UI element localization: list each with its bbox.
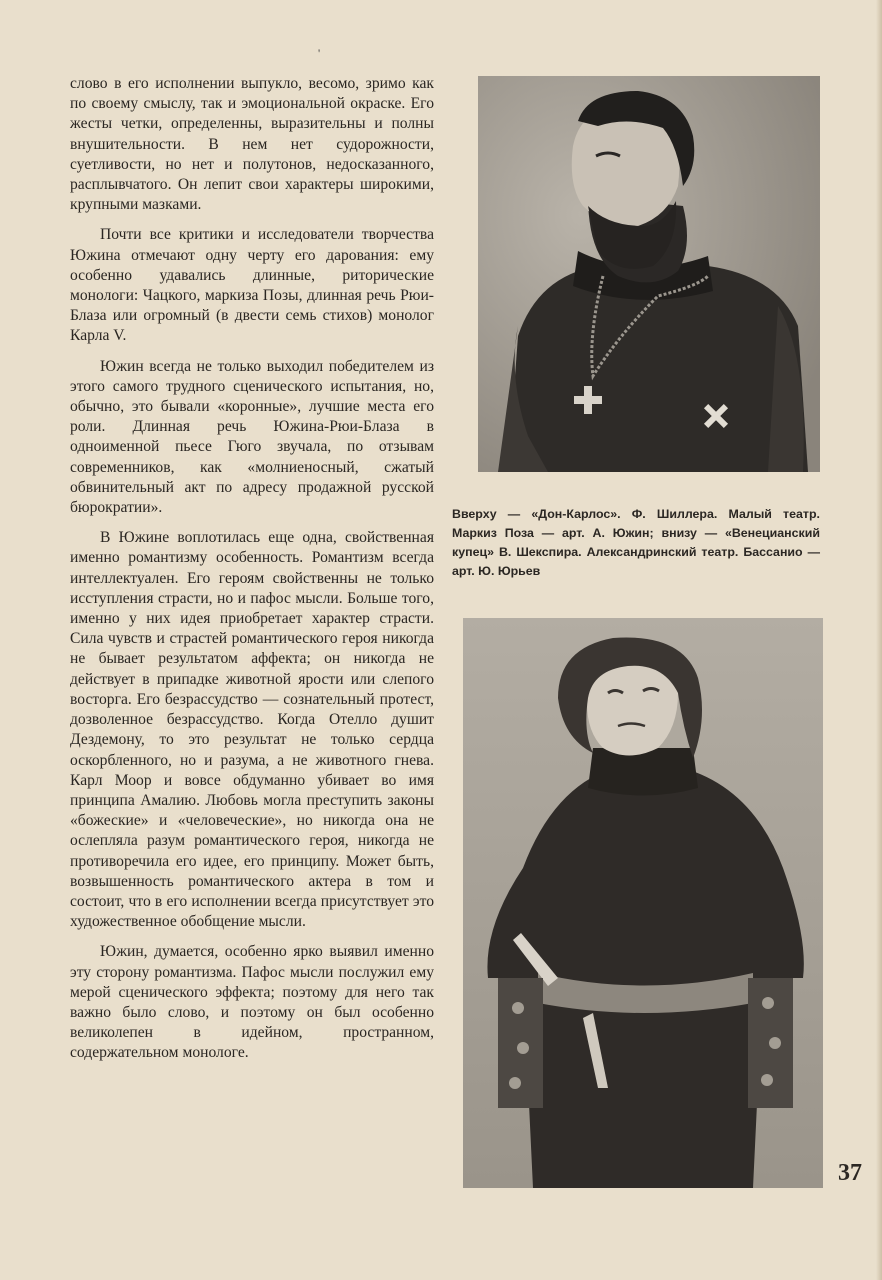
top-mark: ': [318, 46, 321, 60]
page-edge: [876, 0, 882, 1280]
photo-yuzhin-marquis-posa: [478, 76, 820, 472]
body-text-column: [70, 74, 434, 1074]
paragraph-2: Почти все критики и исследователи творчества Южина отмечают одну черту его дарования: ему особенно удавались длинные, риторические монологи: Чацкого, маркиза Позы, длинная речь Рюи-Блаза или огромный (в двести семь стихов) монолог Карла V.: [70, 226, 434, 345]
paragraph-5: Южин, думается, особенно ярко выявил именно эту сторону романтизма. Пафос мысли послужил ему мерой сценического эффекта; поэтому для него так важно было слово, и поэтому он был особенно великолепен в идейном, пространном, содержательном монологе.: [70, 943, 434, 1062]
page-number: 37: [838, 1160, 862, 1186]
photo-caption: Вверху — «Дон-Карлос». Ф. Шиллера. Малый театр. Маркиз Поза — арт. А. Южин; внизу — «Венецианский купец» В. Шекспира. Александринский театр. Бассанио — арт. Ю. Юрьев: [452, 507, 820, 578]
paragraph-1: слово в его исполнении выпукло, весомо, зримо как по своему смыслу, так и эмоциональной окраске. Его жесты четки, определенны, выразительны и полны внушительности. В нем нет судорожности, суетливости, но нет и полутонов, недосказанного, расплывчатого. Он лепит свои характеры широкими, крупными мазками.: [70, 75, 434, 214]
photo-yuryev-bassanio: [463, 618, 823, 1188]
paragraph-3: Южин всегда не только выходил победителем из этого самого трудного сценического испытания, но, обычно, это бывали «коронные», лучшие места его роли. Длинная речь Южина-Рюи-Блаза в одноименной пьесе Гюго звучала, по отзывам современников, как «молниеносный, сжатый обвинительный акт по адресу продажной русской бюрократии».: [70, 357, 434, 517]
paragraph-4: В Южине воплотилась еще одна, свойственная именно романтизму особенность. Романтизм всегда интеллектуален. Его героям свойственны не только исступления страсти, но и пафос мысли. Больше того, именно у них идея приобретает характер страсти. Сила чувств и страстей романтического героя никогда не бывает результатом аффекта; он никогда не действует в припадке животной ярости или слепого восторга. Его безрассудство — сознательный протест, дозволенное безрассудство. Когда Отелло душит Дездемону, то это результат не только сердца оскорбленного, но и разума, а не животного гнева. Карл Моор и вовсе обдуманно убивает во имя принципа Амалию. Любовь могла преступить законы «божеские» и «человеческие», но никогда она не ослепляла разум романтического героя, никогда не противоречила его идее, его принципу. Может быть, возвышенность романтического актера в том и состоит, что в его исполнении всегда присутствует это художественное обобщение мысли.: [70, 529, 434, 931]
